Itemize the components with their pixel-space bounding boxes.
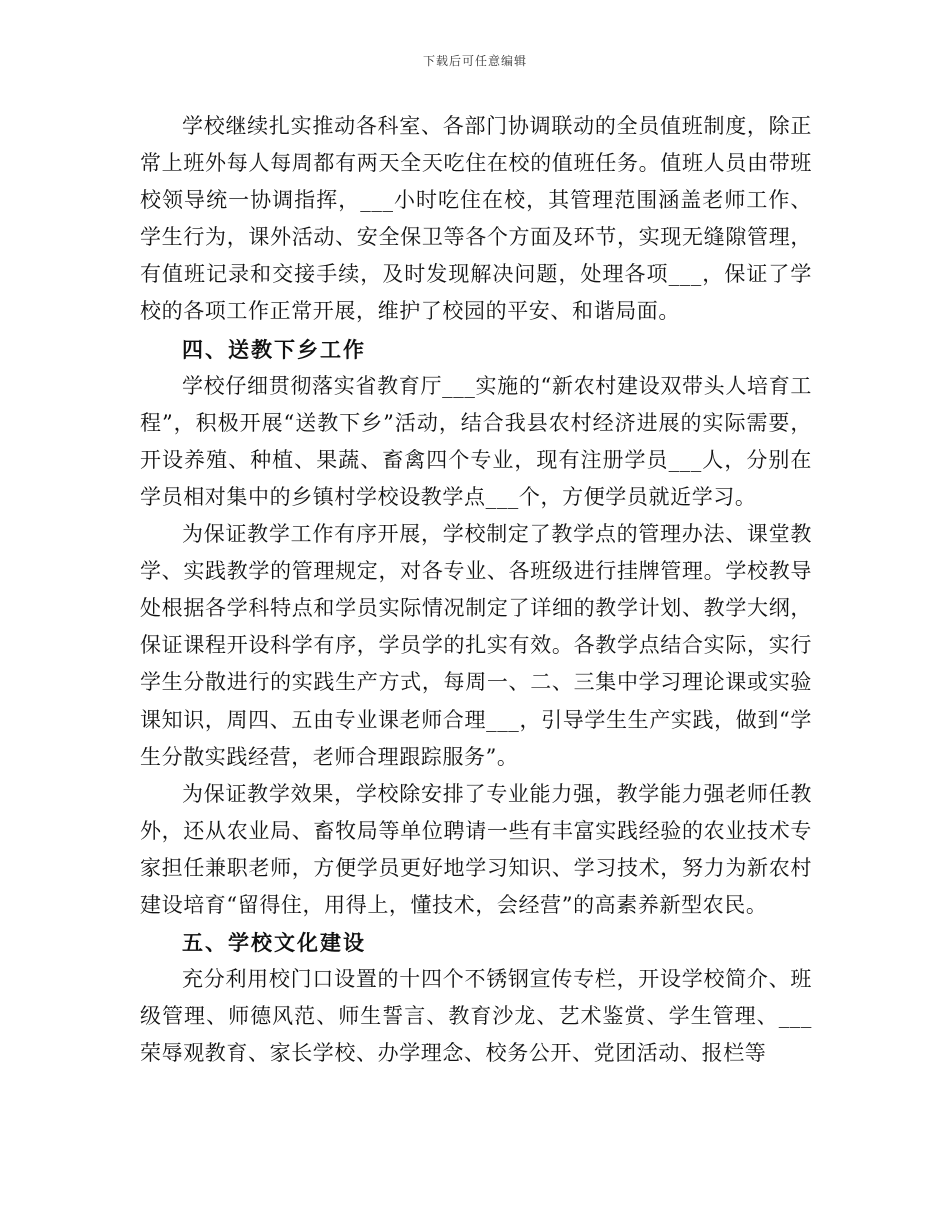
- paragraph-teaching-effect: 为保证教学效果，学校除安排了专业能力强，教学能力强老师任教外，还从农业局、畜牧局等单位聘请一些有丰富实践经验的农业技术专家担任兼职老师，方便学员更好地学习知识、学习技术，努力为新农村建设培育“留得住，用得上，懂技术，会经营”的高素养新型农民。: [140, 781, 812, 917]
- page-header: 下载后可任意编辑: [422, 54, 527, 68]
- section-heading-school-culture: 五、学校文化建设: [182, 930, 366, 956]
- section-heading-rural-teaching: 四、送教下乡工作: [182, 336, 366, 362]
- paragraph-rural-teaching-intro: 学校仔细贯彻落实省教育厅___实施的“新农村建设双带头人培育工程”，积极开展“送教下乡”活动，结合我县农村经济进展的实际需要，开设养殖、种植、果蔬、畜禽四个专业，现有注册学员___人，分别在学员相对集中的乡镇村学校设教学点___个，方便学员就近学习。: [140, 373, 812, 509]
- paragraph-school-culture: 充分利用校门口设置的十四个不锈钢宣传专栏，开设学校简介、班级管理、师德风范、师生誓言、教育沙龙、艺术鉴赏、学生管理、___荣辱观教育、家长学校、办学理念、校务公开、党团活动、报栏等: [140, 967, 812, 1066]
- document-body: [140, 108, 812, 1072]
- paragraph-duty-system: 学校继续扎实推动各科室、各部门协调联动的全员值班制度，除正常上班外每人每周都有两天全天吃住在校的值班任务。值班人员由带班校领导统一协调指挥，___小时吃住在校，其管理范围涵盖老师工作、学生行为，课外活动、安全保卫等各个方面及环节，实现无缝隙管理，有值班记录和交接手续，及时发现解决问题，处理各项___，保证了学校的各项工作正常开展，维护了校园的平安、和谐局面。: [140, 114, 812, 324]
- paragraph-teaching-management: 为保证教学工作有序开展，学校制定了教学点的管理办法、课堂教学、实践教学的管理规定，对各专业、各班级进行挂牌管理。学校教导处根据各学科特点和学员实际情况制定了详细的教学计划、教学大纲，保证课程开设科学有序，学员学的扎实有效。各教学点结合实际，实行学生分散进行的实践生产方式，每周一、二、三集中学习理论课或实验课知识，周四、五由专业课老师合理___，引导学生生产实践，做到“学生分散实践经营，老师合理跟踪服务”。: [140, 522, 812, 769]
